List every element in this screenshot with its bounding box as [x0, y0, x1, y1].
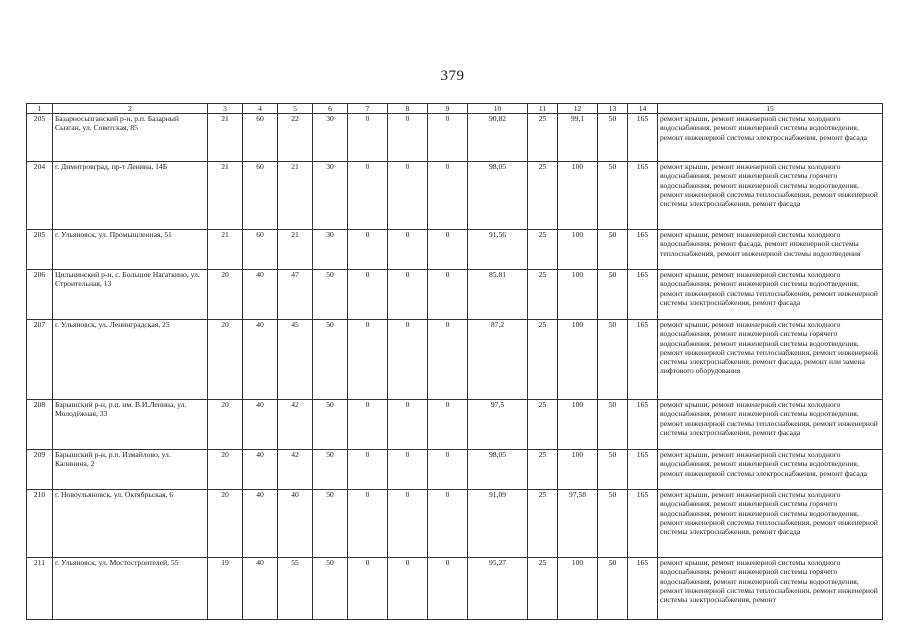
value-cell: 20: [208, 400, 243, 450]
table-row: [27, 320, 883, 400]
column-number: 1: [27, 104, 53, 114]
value-cell: 50: [598, 450, 628, 490]
row-number: 204: [27, 162, 53, 230]
works-cell: ремонт крыши, ремонт инженерной системы холодного водоснабжения, ремонт инженерной системы горячего водоснабжения, ремонт инженерной системы водоотведения, ремонт инженерной системы теплоснабжения, ремонт инженерной системы электроснабжения, ремонт фасада: [658, 162, 883, 230]
works-cell: ремонт крыши, ремонт инженерной системы холодного водоснабжения, ремонт инженерной системы водоотведения, ремонт инженерной системы теплоснабжения, ремонт инженерной системы электроснабжения, ремонт фасада: [658, 400, 883, 450]
value-cell: 42: [278, 400, 313, 450]
value-cell: 20: [208, 270, 243, 320]
table-row: [27, 114, 883, 162]
value-cell: 22: [278, 114, 313, 162]
value-cell: 165: [628, 270, 658, 320]
value-cell: 30: [313, 114, 348, 162]
value-cell: 165: [628, 400, 658, 450]
value-cell: 0: [428, 490, 468, 558]
address-cell: г. Ульяновск, ул. Промышленная, 51: [53, 230, 208, 270]
value-cell: 50: [313, 490, 348, 558]
value-cell: 50: [313, 400, 348, 450]
value-cell: 90,82: [468, 114, 528, 162]
value-cell: 30: [313, 230, 348, 270]
column-number: 6: [313, 104, 348, 114]
value-cell: 40: [243, 450, 278, 490]
value-cell: 97,5: [468, 400, 528, 450]
value-cell: 60: [243, 114, 278, 162]
value-cell: 21: [208, 114, 243, 162]
value-cell: 60: [243, 230, 278, 270]
value-cell: 50: [598, 230, 628, 270]
row-number: 207: [27, 320, 53, 400]
value-cell: 0: [348, 558, 388, 620]
value-cell: 25: [528, 162, 558, 230]
value-cell: 0: [388, 490, 428, 558]
value-cell: 87,2: [468, 320, 528, 400]
row-number: 209: [27, 450, 53, 490]
value-cell: 40: [278, 490, 313, 558]
row-number: 208: [27, 400, 53, 450]
value-cell: 25: [528, 320, 558, 400]
works-cell: ремонт крыши, ремонт инженерной системы холодного водоснабжения, ремонт инженерной системы водоотведения, ремонт инженерной системы электроснабжения, ремонт фасада: [658, 114, 883, 162]
value-cell: 0: [388, 230, 428, 270]
value-cell: 20: [208, 320, 243, 400]
address-cell: Базарносызганский р-н, р.п. Базарный Сызган, ул. Советская, 85: [53, 114, 208, 162]
works-cell: ремонт крыши, ремонт инженерной системы холодного водоснабжения, ремонт фасада, ремонт инженерной системы теплоснабжения, ремонт инженерной системы водоотведения: [658, 230, 883, 270]
row-number: 205: [27, 114, 53, 162]
value-cell: 165: [628, 162, 658, 230]
value-cell: 0: [388, 114, 428, 162]
value-cell: 85,81: [468, 270, 528, 320]
value-cell: 0: [348, 162, 388, 230]
value-cell: 95,27: [468, 558, 528, 620]
table-row: [27, 162, 883, 230]
value-cell: 47: [278, 270, 313, 320]
value-cell: 19: [208, 558, 243, 620]
row-number: 205: [27, 230, 53, 270]
column-number: 8: [388, 104, 428, 114]
table-row: [27, 270, 883, 320]
column-number: 4: [243, 104, 278, 114]
value-cell: 25: [528, 400, 558, 450]
address-cell: г. Димитровград, пр-т Ленина, 14Б: [53, 162, 208, 230]
value-cell: 50: [598, 558, 628, 620]
value-cell: 40: [243, 490, 278, 558]
value-cell: 100: [558, 558, 598, 620]
table-row: [27, 230, 883, 270]
value-cell: 165: [628, 320, 658, 400]
value-cell: 99,1: [558, 114, 598, 162]
value-cell: 0: [428, 162, 468, 230]
register-table: [26, 103, 883, 620]
value-cell: 60: [243, 162, 278, 230]
value-cell: 0: [428, 270, 468, 320]
value-cell: 0: [348, 490, 388, 558]
value-cell: 40: [243, 400, 278, 450]
value-cell: 97,58: [558, 490, 598, 558]
value-cell: 0: [348, 230, 388, 270]
page-number: 379: [440, 68, 465, 84]
address-cell: г. Ульяновск, ул. Ленинградская, 25: [53, 320, 208, 400]
value-cell: 50: [598, 162, 628, 230]
value-cell: 98,05: [468, 450, 528, 490]
value-cell: 21: [208, 230, 243, 270]
value-cell: 25: [528, 270, 558, 320]
value-cell: 91,56: [468, 230, 528, 270]
value-cell: 50: [598, 320, 628, 400]
value-cell: 40: [243, 270, 278, 320]
value-cell: 0: [348, 400, 388, 450]
value-cell: 50: [313, 558, 348, 620]
value-cell: 0: [428, 400, 468, 450]
works-cell: ремонт крыши, ремонт инженерной системы холодного водоснабжения, ремонт инженерной системы горячего водоснабжения, ремонт инженерной системы водоотведения, ремонт инженерной системы теплоснабжения, ремонт инженерной системы электроснабжения, ремонт фасада: [658, 490, 883, 558]
column-number: 2: [53, 104, 208, 114]
value-cell: 0: [428, 558, 468, 620]
value-cell: 20: [208, 450, 243, 490]
value-cell: 0: [428, 114, 468, 162]
row-number: 210: [27, 490, 53, 558]
value-cell: 20: [208, 490, 243, 558]
value-cell: 0: [388, 320, 428, 400]
table-row: [27, 450, 883, 490]
table-row: [27, 490, 883, 558]
value-cell: 50: [598, 400, 628, 450]
column-number: 9: [428, 104, 468, 114]
table-row: [27, 558, 883, 620]
column-number: 14: [628, 104, 658, 114]
column-number: 3: [208, 104, 243, 114]
value-cell: 165: [628, 230, 658, 270]
address-cell: г. Ульяновск, ул. Мостостроителей, 55: [53, 558, 208, 620]
table-row: [27, 400, 883, 450]
address-cell: Барышский р-н, р.п. Измайлово, ул. Калинина, 2: [53, 450, 208, 490]
value-cell: 25: [528, 558, 558, 620]
value-cell: 165: [628, 114, 658, 162]
value-cell: 21: [278, 162, 313, 230]
value-cell: 100: [558, 450, 598, 490]
value-cell: 50: [598, 490, 628, 558]
value-cell: 40: [243, 558, 278, 620]
value-cell: 50: [313, 450, 348, 490]
column-number: 11: [528, 104, 558, 114]
column-number: 7: [348, 104, 388, 114]
value-cell: 50: [598, 114, 628, 162]
row-number: 211: [27, 558, 53, 620]
value-cell: 100: [558, 320, 598, 400]
works-cell: ремонт крыши, ремонт инженерной системы холодного водоснабжения, ремонт инженерной системы горячего водоснабжения, ремонт инженерной системы водоотведения, ремонт инженерной системы теплоснабжения, ремонт инженерной системы электроснабжения, ремонт: [658, 558, 883, 620]
value-cell: 0: [388, 450, 428, 490]
address-cell: Барышский р-н, р.п. им. В.И.Ленина, ул. Молодёжная, 33: [53, 400, 208, 450]
value-cell: 165: [628, 490, 658, 558]
value-cell: 100: [558, 230, 598, 270]
value-cell: 25: [528, 114, 558, 162]
row-number: 206: [27, 270, 53, 320]
value-cell: 25: [528, 450, 558, 490]
value-cell: 100: [558, 162, 598, 230]
column-number: 15: [658, 104, 883, 114]
value-cell: 165: [628, 450, 658, 490]
column-numbers-row: [27, 104, 883, 114]
value-cell: 21: [208, 162, 243, 230]
value-cell: 0: [388, 270, 428, 320]
value-cell: 0: [388, 162, 428, 230]
value-cell: 25: [528, 490, 558, 558]
value-cell: 0: [428, 450, 468, 490]
value-cell: 42: [278, 450, 313, 490]
value-cell: 50: [598, 270, 628, 320]
value-cell: 55: [278, 558, 313, 620]
value-cell: 0: [348, 270, 388, 320]
works-cell: ремонт крыши, ремонт инженерной системы холодного водоснабжения, ремонт инженерной системы водоотведения, ремонт инженерной системы электроснабжения, ремонт фасада: [658, 450, 883, 490]
value-cell: 0: [388, 400, 428, 450]
column-number: 5: [278, 104, 313, 114]
address-cell: Цильнинский р-н, с. Большое Нагаткино, ул. Строительная, 13: [53, 270, 208, 320]
value-cell: 98,05: [468, 162, 528, 230]
works-cell: ремонт крыши, ремонт инженерной системы холодного водоснабжения, ремонт инженерной системы горячего водоснабжения, ремонт инженерной системы водоотведения, ремонт инженерной системы теплоснабжения, ремонт инженерной системы электроснабжения, ремонт фасада, ремонт или замена лифтового оборудования: [658, 320, 883, 400]
value-cell: 100: [558, 400, 598, 450]
value-cell: 30: [313, 162, 348, 230]
value-cell: 0: [348, 450, 388, 490]
value-cell: 100: [558, 270, 598, 320]
value-cell: 0: [428, 320, 468, 400]
column-number: 13: [598, 104, 628, 114]
value-cell: 45: [278, 320, 313, 400]
value-cell: 165: [628, 558, 658, 620]
column-number: 10: [468, 104, 528, 114]
value-cell: 50: [313, 270, 348, 320]
value-cell: 91,09: [468, 490, 528, 558]
value-cell: 0: [348, 114, 388, 162]
value-cell: 25: [528, 230, 558, 270]
value-cell: 40: [243, 320, 278, 400]
value-cell: 21: [278, 230, 313, 270]
value-cell: 50: [313, 320, 348, 400]
works-cell: ремонт крыши, ремонт инженерной системы холодного водоснабжения, ремонт инженерной системы водоотведения, ремонт инженерной системы теплоснабжения, ремонт инженерной системы электроснабжения, ремонт фасада: [658, 270, 883, 320]
value-cell: 0: [388, 558, 428, 620]
column-number: 12: [558, 104, 598, 114]
value-cell: 0: [348, 320, 388, 400]
address-cell: г. Новоульяновск, ул. Октябрьская, 6: [53, 490, 208, 558]
value-cell: 0: [428, 230, 468, 270]
